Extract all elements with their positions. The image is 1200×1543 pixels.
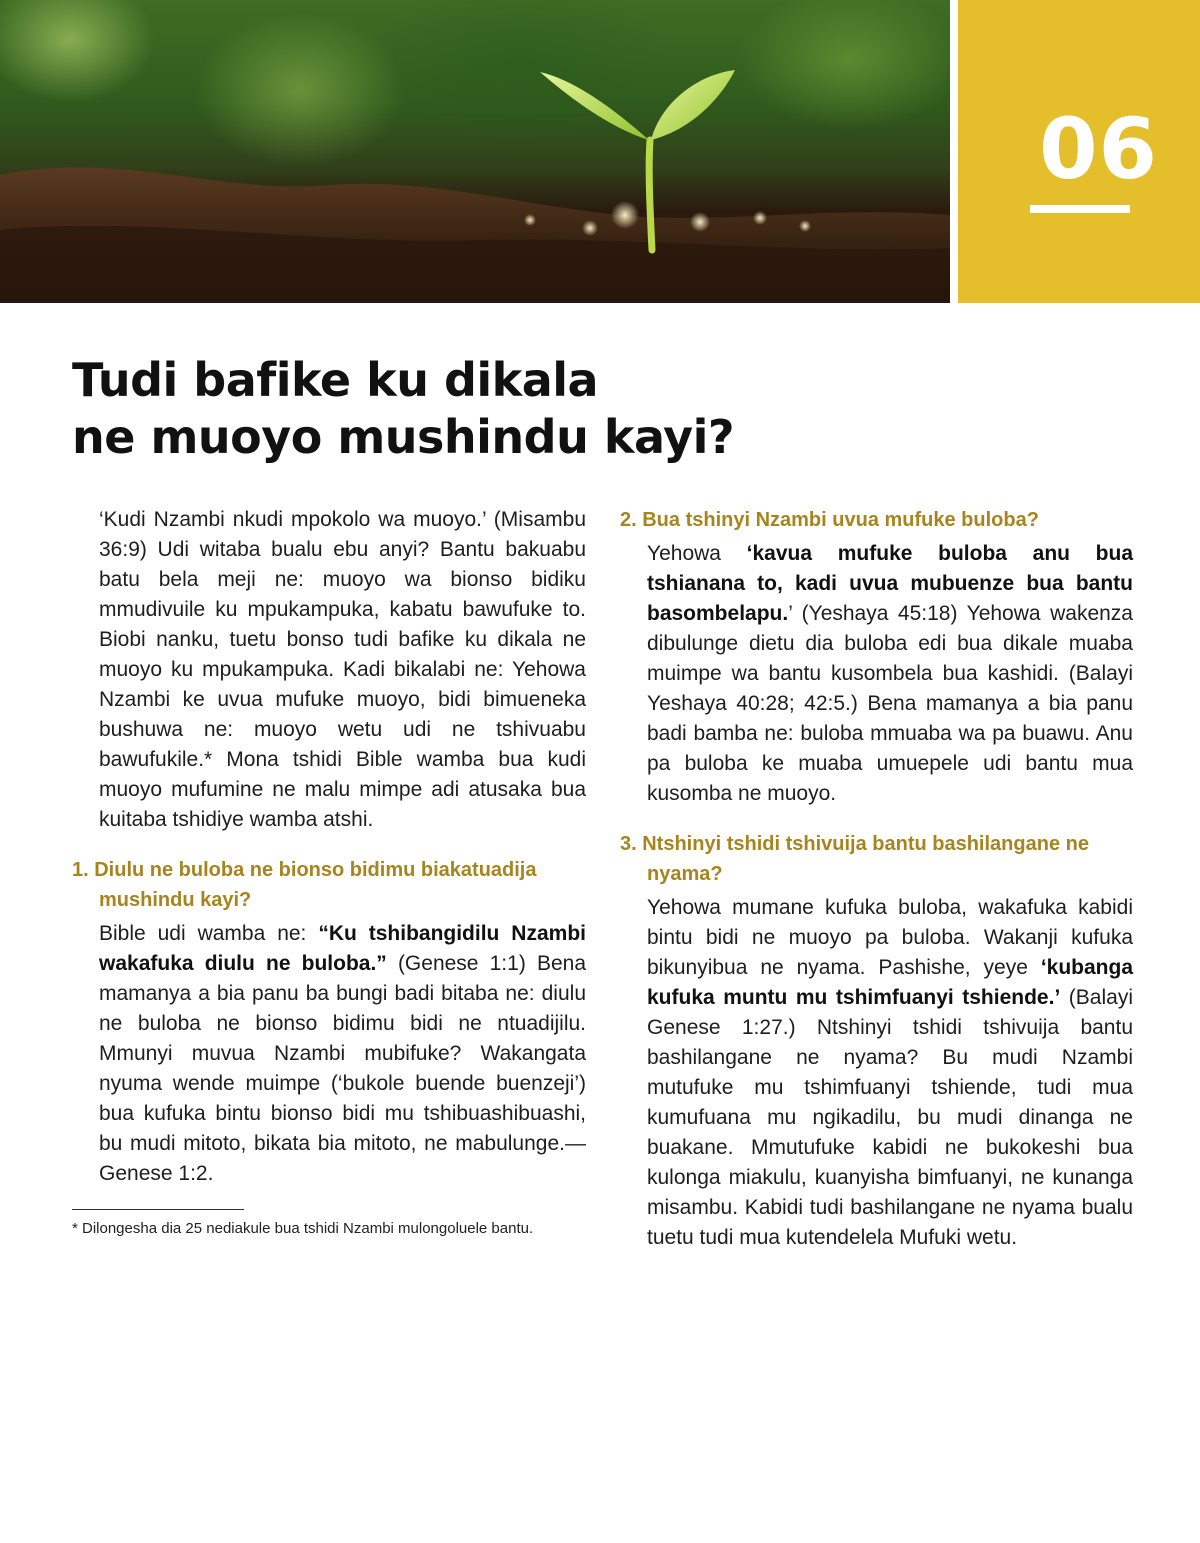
intro-paragraph: ‘Kudi Nzambi nkudi mpokolo wa muoyo.’ (Misambu 36:9) Udi witaba bualu ebu anyi? Bantu bakuabu batu bela meji ne: muoyo wa bionso bidiku mmudivuile ku mpukampuka, kabatu bawufuke to. Biobi nanku, tuetu bonso tudi bafike ku dikala ne muoyo ku mpukampuka. Kadi bikalabi ne: Yehowa Nzambi ke uvua mufuke muoyo, bidi bimueneka bushuwa ne: muoyo wetu udi ne tshivuabu bawufukile.* Mona tshidi Bible wamba bua kudi muoyo mufumine ne malu mimpe adi atusaka bua kuitaba tshidiye wamba atshi. xyxy=(99,508,586,831)
question-2-text-before: Yehowa xyxy=(647,542,747,565)
question-3-heading: 3. Ntshinyi tshidi tshivuija bantu bashilangane ne nyama? xyxy=(620,833,1089,885)
title-line-2: ne muoyo mushindu kayi? xyxy=(72,410,735,464)
question-3 xyxy=(620,829,1133,1253)
question-1 xyxy=(72,855,586,1189)
footnote: * Dilongesha dia 25 nediakule bua tshidi Nzambi mulongoluele bantu. xyxy=(72,1220,534,1237)
footnote-divider xyxy=(72,1209,244,1210)
question-3-text-before: Yehowa mumane kufuka buloba, wakafuka kabidi bintu bidi ne muoyo pa buloba. Wakanji kufuka bikunyibua ne nyama. Pashishe, yeye xyxy=(647,896,1133,979)
header-photo xyxy=(0,0,950,303)
question-1-text-after: (Genese 1:1) Bena mamanya a bia panu ba bungi badi bitaba ne: diulu ne buloba ne bionso bidimu bidi ne ntuadijilu. Mmunyi muvua Nzambi mubifuke? Wakangata nyuma wende muimpe (‘bukole buende buenzeji’) bua kufuka bintu bionso bidi mu tshibuashibuashi, bu mudi mitoto, bikata bia mitoto, ne mabulunge.—Genese 1:2. xyxy=(99,952,586,1185)
question-2-heading: 2. Bua tshinyi Nzambi uvua mufuke buloba? xyxy=(620,509,1039,531)
question-3-quote: ‘kubanga kufuka muntu mu tshimfuanyi tshiende.’ xyxy=(647,956,1133,1009)
left-column xyxy=(72,505,586,1239)
question-1-body xyxy=(72,919,586,1189)
page-title xyxy=(72,352,832,466)
question-2 xyxy=(620,505,1133,809)
chapter-badge xyxy=(958,0,1200,303)
chapter-number: 06 xyxy=(1039,100,1158,198)
question-2-body xyxy=(620,539,1133,809)
question-1-heading: 1. Diulu ne buloba ne bionso bidimu biakatuadija mushindu kayi? xyxy=(72,859,537,911)
title-line-1: Tudi bafike ku dikala xyxy=(72,353,599,407)
question-2-text-after: ’ (Yeshaya 45:18) Yehowa wakenza dibulunge dietu dia buloba edi bua dikale muaba muimpe wa bantu kusombela bua kashidi. (Balayi Yeshaya 40:28; 42:5.) Bena mamanya a bia panu badi bamba ne: buloba mmuaba wa pa buawu. Anu pa buloba ke muaba umuepele udi bantu mua kusomba ne muoyo. xyxy=(647,602,1133,805)
seedling-illustration xyxy=(0,0,950,303)
question-1-quote: “Ku tshibangidilu Nzambi wakafuka diulu ne buloba.” xyxy=(99,922,586,975)
question-1-text-before: Bible udi wamba ne: xyxy=(99,922,319,945)
right-column xyxy=(620,505,1133,1253)
question-3-body xyxy=(620,893,1133,1253)
chapter-underline xyxy=(1030,205,1130,213)
question-2-quote: ‘kavua mufuke buloba anu bua tshianana to, kadi uvua mubuenze bua bantu basombelapu. xyxy=(647,542,1134,625)
question-3-text-after: (Balayi Genese 1:27.) Ntshinyi tshidi tshivuija bantu bashilangane ne nyama? Bu mudi Nzambi mutufuke mu tshimfuanyi tshiende, tudi mua kumufuana mu ngikadilu, bu mudi dinanga ne buakane. Mmutufuke kabidi ne bukokeshi bua kulonga miakulu, kuanyisha bimfuanyi, ne kunanga misambu. Kabidi tudi bashilangane ne nyama bualu tuetu tudi mua kutendelela Mufuki wetu. xyxy=(647,986,1133,1249)
